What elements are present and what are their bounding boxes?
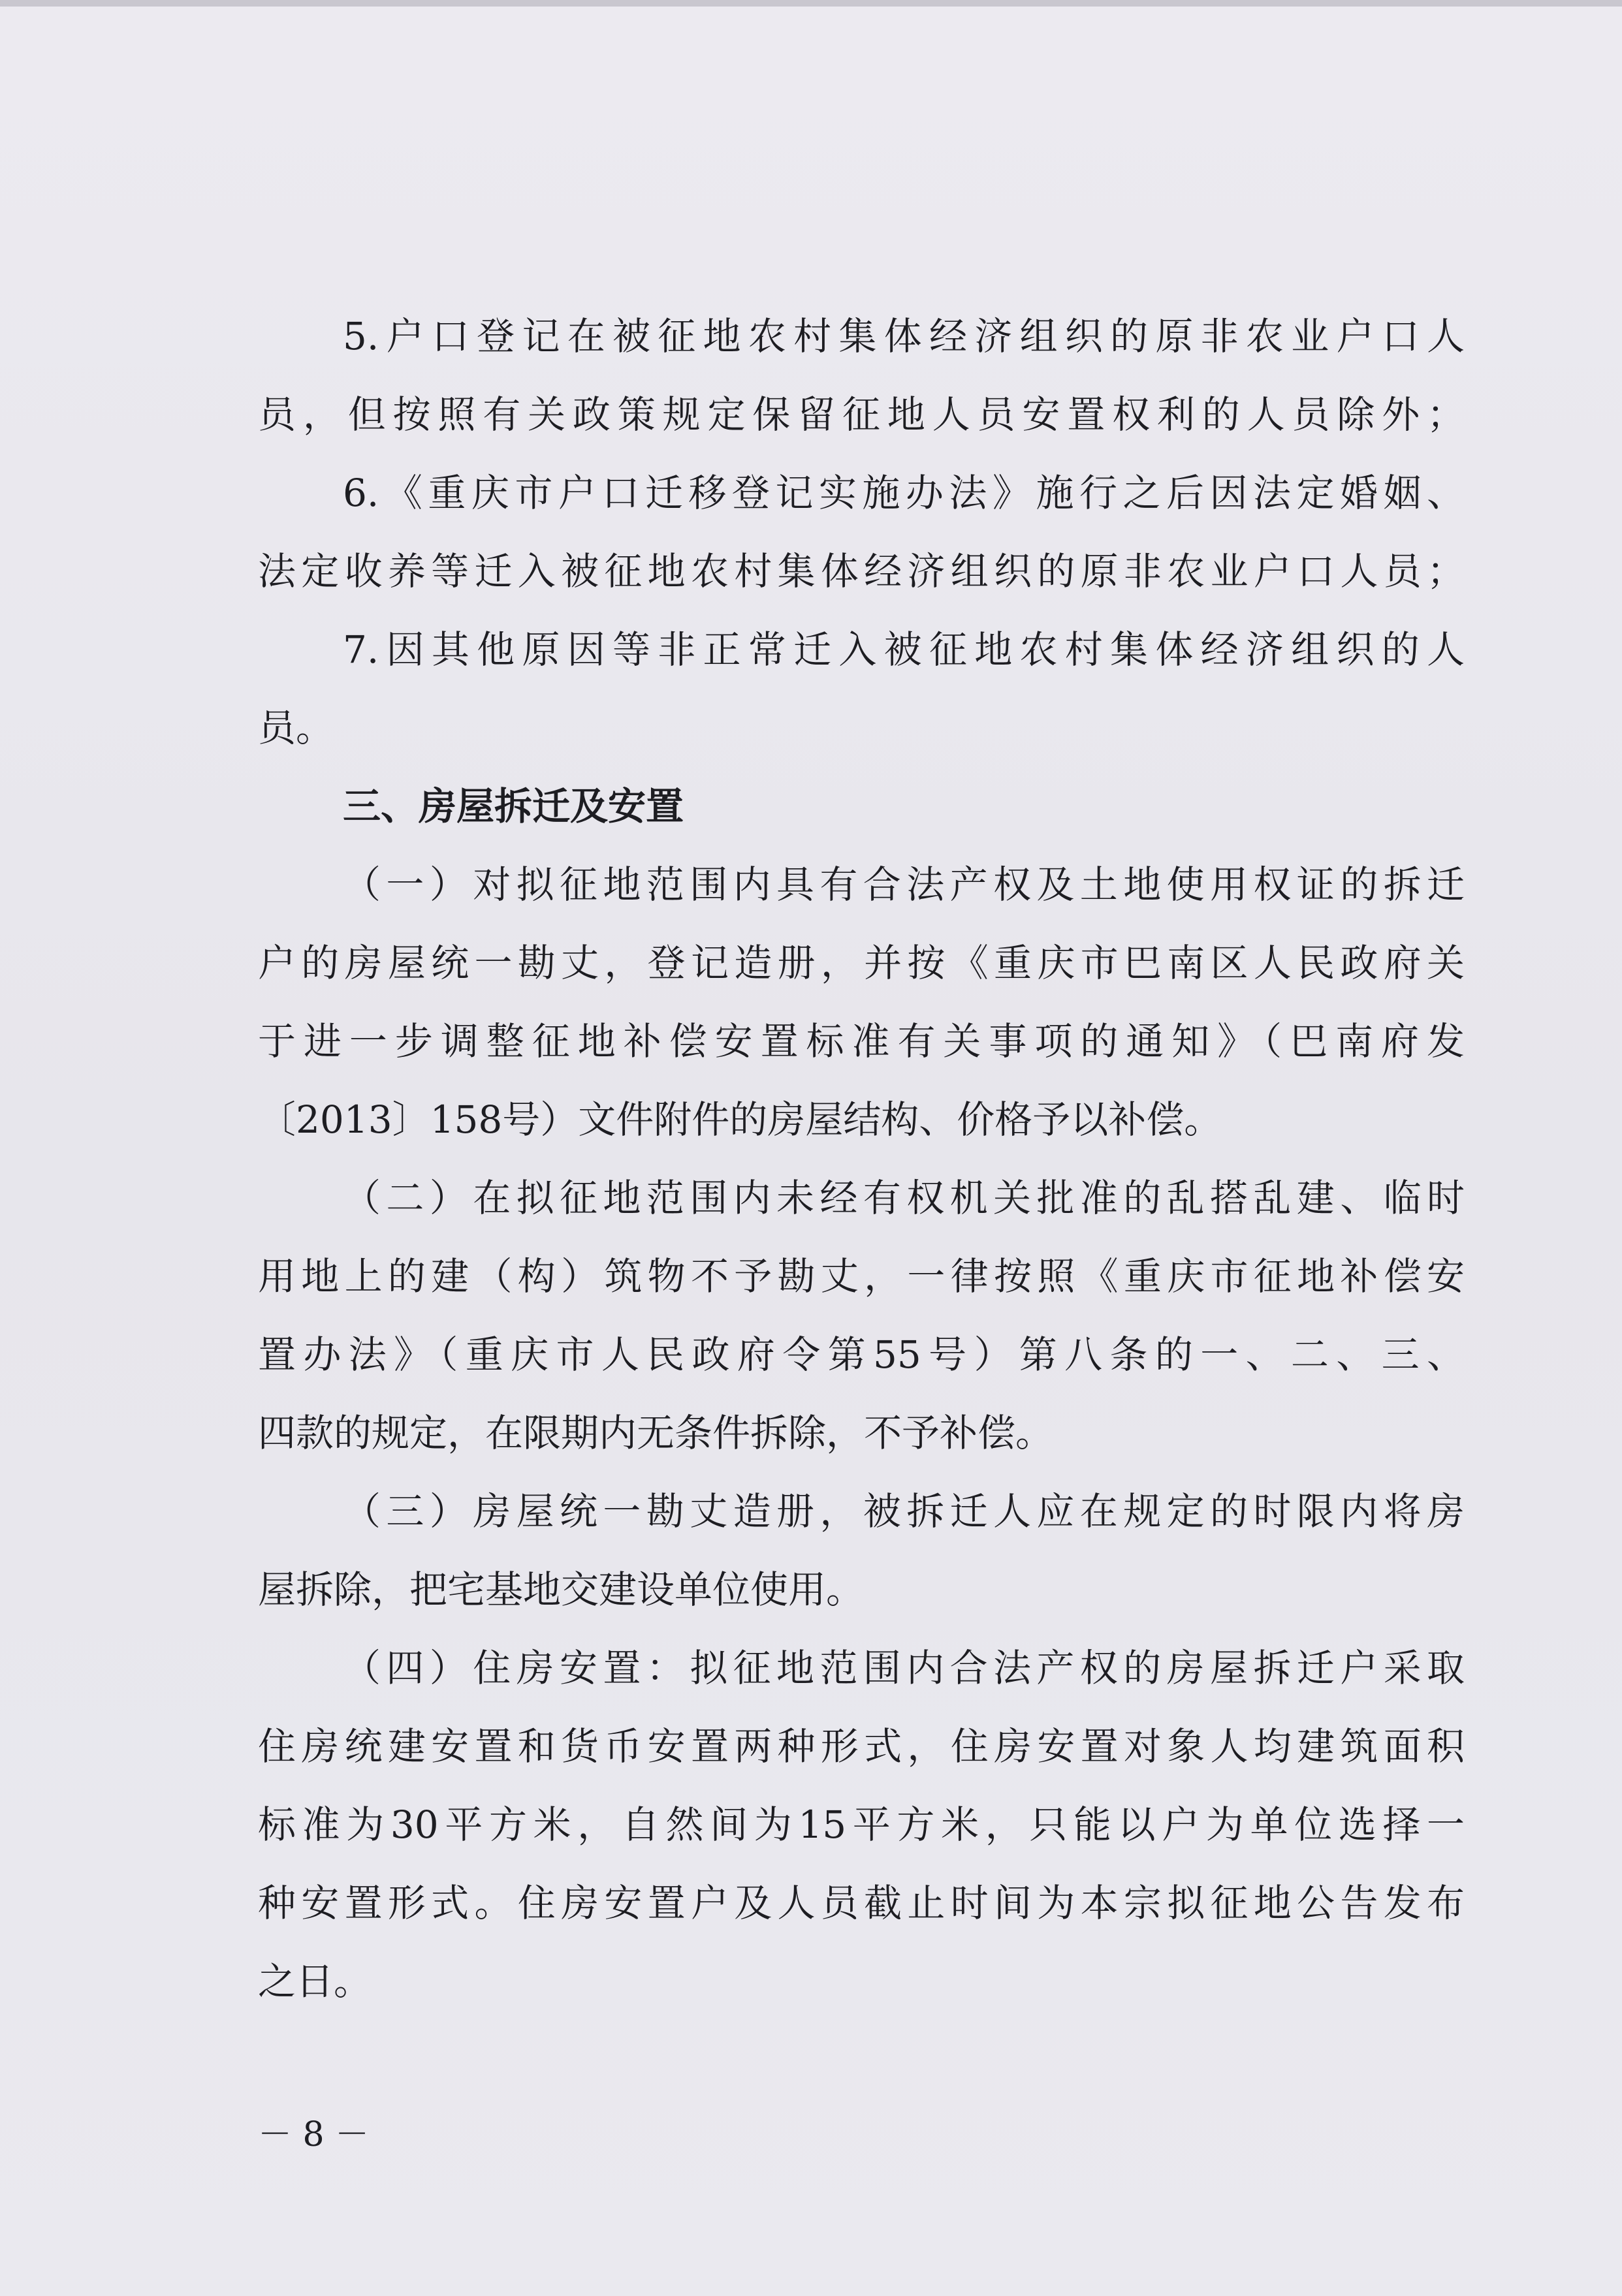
text-line: 〔2013〕158号）文件附件的房屋结构、价格予以补偿。 — [258, 1097, 1222, 1142]
text-line: 住房统建安置和货币安置两种形式，住房安置对象人均建筑面积 — [258, 1724, 1465, 1769]
scan-top-edge — [0, 0, 1622, 7]
section-heading: 三、房屋拆迁及安置 — [343, 784, 684, 828]
text-line: （四）住房安置：拟征地范围内合法产权的房屋拆迁户采取 — [343, 1646, 1465, 1690]
page-number: － 8 － — [258, 2115, 370, 2154]
text-line: （三）房屋统一勘丈造册，被拆迁人应在规定的时限内将房 — [343, 1489, 1465, 1533]
text-line: 屋拆除，把宅基地交建设单位使用。 — [258, 1567, 865, 1612]
text-line: 7.因其他原因等非正常迁入被征地农村集体经济组织的人 — [343, 627, 1465, 672]
text-line: 员，但按照有关政策规定保留征地人员安置权利的人员除外； — [258, 392, 1465, 437]
text-line: 6.《重庆市户口迁移登记实施办法》施行之后因法定婚姻、 — [343, 471, 1465, 515]
text-line: 之日。 — [258, 1959, 372, 2004]
text-line: 户的房屋统一勘丈，登记造册，并按《重庆市巴南区人民政府关 — [258, 941, 1465, 985]
text-line: 用地上的建（构）筑物不予勘丈，一律按照《重庆市征地补偿安 — [258, 1254, 1465, 1298]
text-line: 5.户口登记在被征地农村集体经济组织的原非农业户口人 — [343, 314, 1465, 358]
text-line: 标准为30平方米，自然间为15平方米，只能以户为单位选择一 — [258, 1802, 1465, 1847]
text-line: 于进一步调整征地补偿安置标准有关事项的通知》（巴南府发 — [258, 1019, 1465, 1063]
text-line: 法定收养等迁入被征地农村集体经济组织的原非农业户口人员； — [258, 549, 1465, 593]
text-line: 种安置形式。住房安置户及人员截止时间为本宗拟征地公告发布 — [258, 1881, 1465, 1925]
text-line: 置办法》（重庆市人民政府令第55号）第八条的一、二、三、 — [258, 1332, 1465, 1377]
text-line: （二）在拟征地范围内未经有权机关批准的乱搭乱建、临时 — [343, 1176, 1465, 1220]
text-line: 员。 — [258, 706, 334, 750]
text-line: 四款的规定，在限期内无条件拆除，不予补偿。 — [258, 1411, 1054, 1455]
text-line: （一）对拟征地范围内具有合法产权及土地使用权证的拆迁 — [343, 862, 1465, 907]
